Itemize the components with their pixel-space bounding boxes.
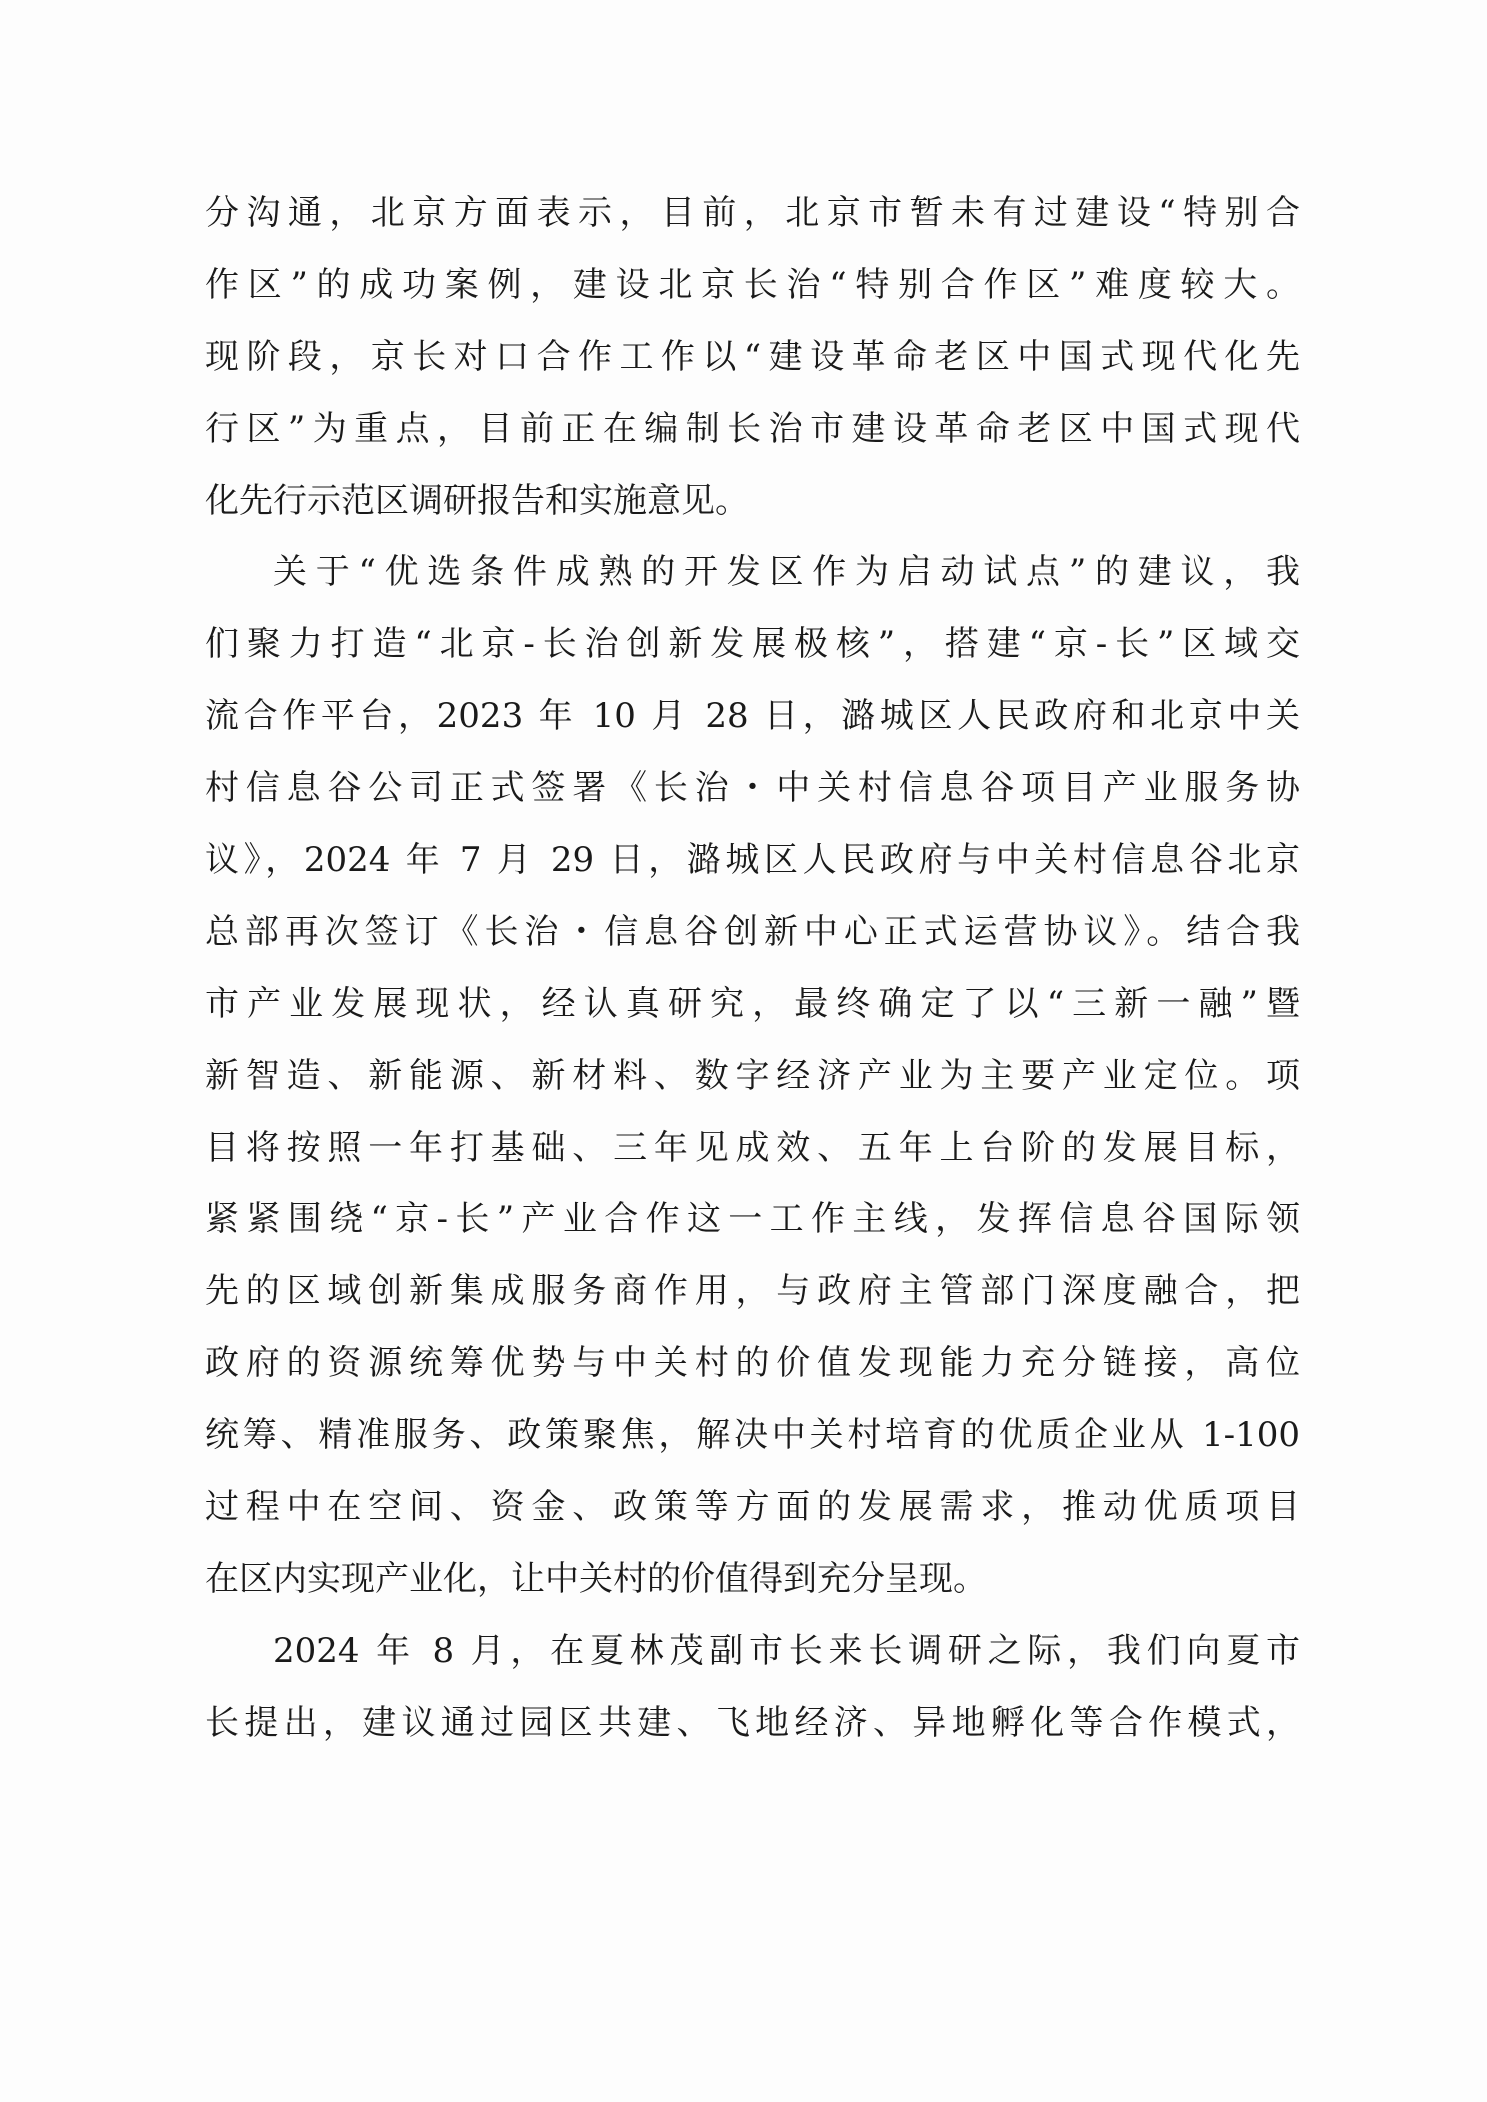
text-line: 关于“优选条件成熟的开发区作为启动试点”的建议，我 [273, 552, 1300, 593]
text-line: 紧紧围绕“京-长”产业合作这一工作主线，发挥信息谷国际领 [205, 1199, 1300, 1240]
text-line: 行区”为重点，目前正在编制长治市建设革命老区中国式现代 [205, 408, 1300, 449]
text-line: 市产业发展现状，经认真研究，最终确定了以“三新一融”暨 [205, 983, 1300, 1024]
text-line: 现阶段，京长对口合作工作以“建设革命老区中国式现代化先 [205, 336, 1300, 377]
text-line: 先的区域创新集成服务商作用，与政府主管部门深度融合，把 [205, 1271, 1300, 1312]
text-line: 化先行示范区调研报告和实施意见。 [205, 480, 749, 521]
text-line: 长提出，建议通过园区共建、飞地经济、异地孵化等合作模式， [205, 1702, 1300, 1743]
paragraph-3 [205, 1616, 1300, 1760]
text-line: 过程中在空间、资金、政策等方面的发展需求，推动优质项目 [205, 1487, 1300, 1528]
text-line: 政府的资源统筹优势与中关村的价值发现能力充分链接，高位 [205, 1343, 1300, 1384]
paragraph-2 [205, 537, 1300, 1615]
text-line: 统筹、精准服务、政策聚焦，解决中关村培育的优质企业从 1-100 [205, 1415, 1300, 1456]
text-line: 们聚力打造“北京-长治创新发展极核”，搭建“京-长”区域交 [205, 624, 1300, 665]
text-line: 新智造、新能源、新材料、数字经济产业为主要产业定位。项 [205, 1055, 1300, 1096]
text-line: 目将按照一年打基础、三年见成效、五年上台阶的发展目标， [205, 1127, 1300, 1168]
document-body [205, 178, 1300, 1760]
text-line: 在区内实现产业化，让中关村的价值得到充分呈现。 [205, 1558, 987, 1599]
text-line: 总部再次签订《长治・信息谷创新中心正式运营协议》。结合我 [205, 911, 1300, 952]
text-line: 议》，2024 年 7 月 29 日，潞城区人民政府与中关村信息谷北京 [205, 840, 1300, 881]
paragraph-1 [205, 178, 1300, 537]
text-line: 作区”的成功案例，建设北京长治“特别合作区”难度较大。 [205, 264, 1300, 305]
text-line: 村信息谷公司正式签署《长治・中关村信息谷项目产业服务协 [205, 768, 1300, 809]
text-line: 分沟通，北京方面表示，目前，北京市暂未有过建设“特别合 [205, 193, 1300, 233]
text-line: 流合作平台，2023 年 10 月 28 日，潞城区人民政府和北京中关 [205, 696, 1300, 737]
text-line: 2024 年 8 月，在夏林茂副市长来长调研之际，我们向夏市 [273, 1630, 1300, 1671]
